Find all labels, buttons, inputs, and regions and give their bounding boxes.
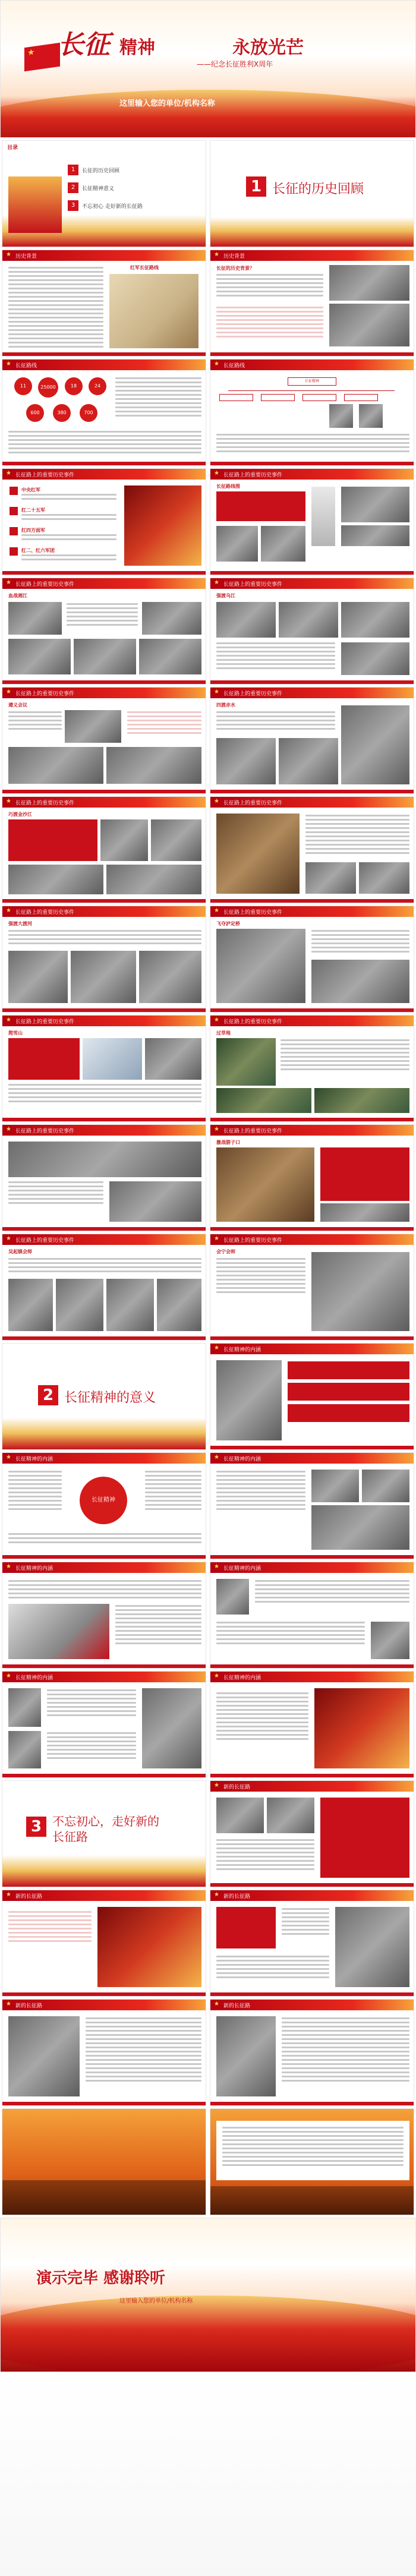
slide-footer <box>2 1008 206 1012</box>
history-background-slide[interactable] <box>2 250 206 357</box>
thanks-slide[interactable] <box>0 2218 416 2372</box>
slide-footer <box>2 1227 206 1231</box>
slide-header: ★ 长征路上的重要历史事件 <box>210 578 414 589</box>
thanks-org: 这里输入您的单位/机构名称 <box>119 2298 193 2304</box>
text-panel <box>288 1404 409 1422</box>
portrait-1 <box>329 404 353 428</box>
slide-header: ★ 长征路线 <box>210 360 414 370</box>
thanks-title: 演示完毕 感谢聆听 <box>36 2269 166 2287</box>
trailing-blank <box>0 2375 416 2576</box>
battle-slide-3[interactable] <box>2 687 206 794</box>
new-road-slide-3[interactable] <box>210 1890 414 1997</box>
photo <box>157 1279 201 1331</box>
slide-footer <box>210 571 414 575</box>
sunset-image <box>97 1907 201 1987</box>
battle-slide-7[interactable] <box>2 906 206 1013</box>
battle-title-1: 血战湘江 <box>8 593 27 598</box>
cover-subtitle: ——纪念长征胜利X周年 <box>197 60 273 68</box>
battle-slide-4[interactable] <box>210 687 414 794</box>
photo <box>8 865 103 894</box>
slide-header: ★ 长征路上的重要历史事件 <box>2 688 206 698</box>
slide-header-label: 长征路上的重要历史事件 <box>15 1128 75 1134</box>
slide-footer <box>210 1774 414 1777</box>
photo <box>305 862 356 894</box>
text-panel <box>288 1361 409 1379</box>
slide-footer <box>210 352 414 356</box>
soldiers-silhouette <box>8 176 62 233</box>
battle-slide-6[interactable] <box>210 796 414 903</box>
section1-number: 1 <box>246 176 266 197</box>
slide-header-label: 长征路上的重要历史事件 <box>223 691 283 697</box>
battle-title-4: 四渡赤水 <box>216 702 235 708</box>
cover-title-script: 长征 <box>58 30 110 60</box>
photo <box>320 1203 409 1222</box>
section1-title: 长征的历史回顾 <box>272 182 364 197</box>
toc-label-2: 长征精神意义 <box>82 186 115 192</box>
photo <box>8 747 103 784</box>
monument-image <box>124 485 201 566</box>
battle-title-3: 遵义会议 <box>8 702 27 708</box>
text-panel <box>8 1038 80 1080</box>
slide-footer <box>210 1446 414 1449</box>
slide-header: ★ 长征路上的重要历史事件 <box>2 578 206 589</box>
stat-circle-1: 11 <box>14 377 32 395</box>
battle-title-14: 会宁会师 <box>216 1249 235 1254</box>
photo <box>71 951 136 1003</box>
slide-header-label: 长征路上的重要历史事件 <box>15 1238 75 1244</box>
photo <box>279 602 338 638</box>
slide-header: ★ 长征精神的内涵 <box>2 1562 206 1573</box>
photo <box>216 2016 276 2096</box>
photo-6 <box>261 526 305 562</box>
slide-header: ★ 长征路上的重要历史事件 <box>210 797 414 808</box>
toc-num-1: 1 <box>68 165 78 175</box>
photo <box>216 1088 311 1113</box>
stat-circle-7: 700 <box>80 404 97 422</box>
slide-header: ★ 新的长征路 <box>2 1890 206 1901</box>
slide-header: ★ 长征路上的重要历史事件 <box>2 1234 206 1245</box>
battle-title-9: 爬雪山 <box>8 1030 23 1036</box>
slide-footer <box>210 899 414 903</box>
slide-header: ★ 长征路上的重要历史事件 <box>2 797 206 808</box>
stats-slide[interactable] <box>2 359 206 466</box>
slide-header: ★ 长征路上的重要历史事件 <box>2 1016 206 1026</box>
battle-slide-10[interactable] <box>210 1015 414 1122</box>
photo-3 <box>341 487 409 522</box>
calligraphy-image <box>8 1604 109 1659</box>
slide-header-label: 长征精神的内涵 <box>15 1675 53 1681</box>
slide-footer <box>210 462 414 465</box>
slide-header-label: 长征路上的重要历史事件 <box>223 1019 283 1025</box>
photo <box>106 747 201 784</box>
sculpture-photo <box>335 1907 409 1987</box>
photo-4 <box>341 525 409 546</box>
slide-header-label: 长征精神的内涵 <box>223 1347 261 1353</box>
slide-header-label: 长征路线 <box>223 363 245 369</box>
soldiers-silhouette <box>2 2180 206 2215</box>
photo <box>341 705 409 784</box>
event-label-1: 中央红军 <box>21 487 40 493</box>
slide-footer <box>2 462 206 465</box>
photo <box>139 951 201 1003</box>
photo <box>74 639 136 674</box>
photo <box>216 602 276 638</box>
battle-title-2: 强渡乌江 <box>216 593 235 598</box>
photo <box>8 602 62 635</box>
slide-footer <box>210 1664 414 1668</box>
slide-footer <box>210 2102 414 2105</box>
slide-footer <box>2 680 206 684</box>
slide-header-label: 长征路线 <box>15 363 37 369</box>
what-happened-slide[interactable] <box>210 250 414 357</box>
flag-icon: ★ <box>24 43 60 71</box>
battle-slide-5[interactable] <box>2 796 206 903</box>
slide-header: ★ 长征路线 <box>2 360 206 370</box>
slide-header: ★ 长征精神的内涵 <box>210 1344 414 1354</box>
slide-header-label: 长征路上的重要历史事件 <box>223 800 283 806</box>
snow-mountain-photo <box>83 1038 142 1080</box>
slide-footer <box>210 1227 414 1231</box>
slide-header: ★ 长征路上的重要历史事件 <box>2 906 206 917</box>
event-bullet-4 <box>10 547 18 556</box>
soldiers-silhouette <box>210 2186 414 2215</box>
quote-red-slide[interactable] <box>210 1671 414 1778</box>
slide-header: ★ 长征精神的内涵 <box>210 1672 414 1682</box>
photo <box>311 960 409 1003</box>
slide-footer <box>210 1883 414 1887</box>
route-map-label: 红军长征路线 <box>130 265 159 270</box>
new-road-slide-2[interactable] <box>2 1890 206 1997</box>
events-list-slide[interactable] <box>2 468 206 575</box>
event-label-3: 红四方面军 <box>21 528 45 533</box>
slide-footer <box>2 352 206 356</box>
cover-title-rest: 精神 <box>119 37 155 58</box>
slide-footer <box>2 1118 206 1121</box>
spirit-photo-slide[interactable] <box>210 1452 414 1559</box>
slide-header-label: 长征路上的重要历史事件 <box>223 910 283 916</box>
leader-portrait-1 <box>216 1579 249 1615</box>
battle-title-5: 巧渡金沙江 <box>8 812 32 817</box>
slide-header-label: 长征精神的内涵 <box>15 1456 53 1462</box>
photo <box>145 1038 201 1080</box>
slide-footer <box>210 1008 414 1012</box>
slide-footer <box>210 680 414 684</box>
slide-header-label: 长征路上的重要历史事件 <box>15 472 75 478</box>
section2-slide[interactable] <box>2 1343 206 1450</box>
toc-label-1: 长征的历史回顾 <box>82 168 120 174</box>
slide-header: ★ 长征路上的重要历史事件 <box>210 469 414 480</box>
leader-portrait-3 <box>8 1688 41 1727</box>
stat-circle-6: 380 <box>53 404 71 422</box>
toc-label-3: 不忘初心 走好新的长征路 <box>82 204 143 210</box>
photo <box>311 1470 359 1502</box>
slide-header-label: 新的长征路 <box>223 2003 251 2009</box>
slide-footer <box>2 571 206 575</box>
section2-number: 2 <box>38 1385 58 1405</box>
photo <box>100 819 148 861</box>
leader-portrait-2 <box>371 1622 409 1659</box>
photo <box>8 2016 80 2096</box>
slide-footer <box>2 1555 206 1559</box>
event-bullet-1 <box>10 487 18 495</box>
cover-org-placeholder: 这里输入您的单位/机构名称 <box>119 99 215 108</box>
event-label-2: 红二十五军 <box>21 507 45 513</box>
photo <box>311 1252 409 1331</box>
photo <box>8 639 71 674</box>
toc-tag: 目录 <box>7 145 18 151</box>
battle-title-13: 吴起镇会师 <box>8 1249 32 1254</box>
slide-header-label: 新的长征路 <box>15 2003 43 2009</box>
grassland-photo <box>216 1038 276 1086</box>
photo <box>8 951 68 1003</box>
tree-node-1 <box>219 394 253 401</box>
slide-header: ★ 长征路上的重要历史事件 <box>210 906 414 917</box>
tree-slide[interactable] <box>210 359 414 466</box>
section1-slide[interactable] <box>210 140 414 247</box>
memorial-tower <box>311 487 335 546</box>
photo-1 <box>329 265 409 301</box>
slide-header: ★ 新的长征路 <box>210 1890 414 1901</box>
painting <box>216 1147 314 1222</box>
battle-slide-9[interactable] <box>2 1015 206 1122</box>
photo <box>341 602 409 638</box>
gold-slide-1[interactable] <box>2 2108 206 2215</box>
photo <box>267 1798 314 1833</box>
gold-slide-2[interactable] <box>210 2108 414 2215</box>
new-road-slide-5[interactable] <box>210 1999 414 2106</box>
text-panel <box>320 1147 409 1201</box>
photo <box>8 1279 53 1331</box>
slide-header: ★ 长征路上的重要历史事件 <box>2 469 206 480</box>
battle-slide-1[interactable] <box>2 578 206 685</box>
painting <box>216 814 300 894</box>
section3-title-line1: 不忘初心，走好新的 <box>52 1814 159 1828</box>
slide-header: ★ 长征路上的重要历史事件 <box>2 1125 206 1136</box>
stat-circle-2: 25000 <box>38 377 58 398</box>
battle-slide-13[interactable] <box>2 1234 206 1341</box>
leaders-slide[interactable] <box>2 1671 206 1778</box>
slide-footer <box>210 1555 414 1559</box>
section2-title: 长征精神的意义 <box>64 1391 156 1405</box>
cover-title-right: 永放光芒 <box>232 37 304 58</box>
slide-header-label: 新的长征路 <box>223 1784 251 1790</box>
event-label-4: 红二、红六军团 <box>21 548 55 553</box>
slide-header-label: 长征精神的内涵 <box>15 1566 53 1572</box>
battle-slide-2[interactable] <box>210 578 414 685</box>
slide-footer <box>210 1336 414 1340</box>
slide-footer <box>2 1992 206 1996</box>
battle-slide-12[interactable] <box>210 1124 414 1231</box>
slide-header: ★ 长征路上的重要历史事件 <box>210 1125 414 1136</box>
red-scene-image <box>314 1688 409 1768</box>
photo <box>8 1142 201 1177</box>
slide-header-label: 长征精神的内涵 <box>223 1675 261 1681</box>
slide-header-label: 历史背景 <box>15 254 37 260</box>
slide-header: ★ 长征精神的内涵 <box>210 1453 414 1464</box>
overview-label: 长征路线图 <box>216 484 240 489</box>
slide-header-label: 长征路上的重要历史事件 <box>223 582 283 588</box>
text-panel <box>8 819 97 861</box>
slide-header: ★ 长征路上的重要历史事件 <box>210 688 414 698</box>
slide-header-label: 长征路上的重要历史事件 <box>15 691 75 697</box>
text-panel <box>216 2121 409 2180</box>
stat-circle-3: 18 <box>65 377 83 395</box>
toc-slide[interactable] <box>2 140 206 247</box>
slide-footer <box>2 1664 206 1668</box>
battle-title-12: 激战腊子口 <box>216 1140 240 1145</box>
slide-header-label: 长征路上的重要历史事件 <box>15 800 75 806</box>
slide-header-label: 长征路上的重要历史事件 <box>15 582 75 588</box>
slide-header: ★ 新的长征路 <box>210 1781 414 1792</box>
slide-header: ★ 长征路上的重要历史事件 <box>210 1016 414 1026</box>
battle-title-8: 飞夺泸定桥 <box>216 921 240 926</box>
slide-header-label: 新的长征路 <box>15 1894 43 1900</box>
statue-photo <box>216 1360 282 1440</box>
section3-title-line2: 长征路 <box>52 1830 88 1844</box>
toc-num-3: 3 <box>68 200 78 211</box>
slide-header-label: 长征路上的重要历史事件 <box>223 1238 283 1244</box>
battle-title-7: 强渡大渡河 <box>8 921 32 926</box>
photo <box>341 642 409 675</box>
photo <box>106 1279 154 1331</box>
slide-header: ★ 长征路上的重要历史事件 <box>210 1234 414 1245</box>
slide-header: ★ 历史背景 <box>2 250 206 261</box>
photo <box>314 1088 409 1113</box>
slide-header-label: 新的长征路 <box>223 1894 251 1900</box>
slide-footer <box>210 1118 414 1121</box>
photo-2 <box>329 304 409 346</box>
photo <box>142 602 201 635</box>
spirit-center-circle: 长征精神 <box>80 1477 127 1524</box>
slide-header-label: 长征路上的重要历史事件 <box>223 1128 283 1134</box>
slide-footer <box>2 2102 206 2105</box>
tree-connector <box>228 390 395 391</box>
leader-portrait-4 <box>8 1731 41 1768</box>
slide-footer <box>2 790 206 793</box>
text-panel <box>288 1383 409 1401</box>
slide-header-label: 长征路上的重要历史事件 <box>15 1019 75 1025</box>
slide-header: ★ 长征精神的内涵 <box>210 1562 414 1573</box>
tree-node-4 <box>344 394 378 401</box>
slide-footer <box>210 1992 414 1996</box>
slide-footer <box>2 899 206 903</box>
speech-photo <box>142 1688 201 1768</box>
slide-header-label: 长征精神的内涵 <box>223 1456 261 1462</box>
photo <box>362 1470 409 1502</box>
stat-circle-4: 24 <box>89 377 106 395</box>
long-march-overview-slide[interactable] <box>210 468 414 575</box>
spirit-diagram-slide[interactable] <box>2 1452 206 1559</box>
battle-title-10: 过草地 <box>216 1030 231 1036</box>
red-ribbon <box>0 2296 416 2372</box>
photo <box>109 1181 201 1222</box>
battle-slide-11[interactable] <box>2 1124 206 1231</box>
new-road-slide-1[interactable] <box>210 1780 414 1887</box>
slide-header: ★ 历史背景 <box>210 250 414 261</box>
slide-footer <box>2 1774 206 1777</box>
battle-slide-8[interactable] <box>210 906 414 1013</box>
tree-root: 长征精神 <box>288 377 336 386</box>
event-bullet-3 <box>10 527 18 535</box>
event-bullet-2 <box>10 507 18 515</box>
photo <box>311 1505 409 1550</box>
tree-node-2 <box>261 394 295 401</box>
calligraphy-slide[interactable] <box>2 1562 206 1669</box>
photo <box>106 865 201 894</box>
photo <box>216 738 276 784</box>
slide-footer <box>2 1336 206 1340</box>
slide-header: ★ 新的长征路 <box>210 2000 414 2010</box>
slide-header: ★ 长征精神的内涵 <box>2 1453 206 1464</box>
toc-num-2: 2 <box>68 182 78 193</box>
photo <box>151 819 201 861</box>
leader-quotes-slide[interactable] <box>210 1562 414 1669</box>
new-road-slide-4[interactable] <box>2 1999 206 2106</box>
photo <box>65 710 121 743</box>
slide-header: ★ 长征精神的内涵 <box>2 1672 206 1682</box>
slide-header-label: 长征路上的重要历史事件 <box>223 472 283 478</box>
photo-5 <box>216 526 258 562</box>
slide-header: ★ 新的长征路 <box>2 2000 206 2010</box>
slide-header-label: 长征精神的内涵 <box>223 1566 261 1572</box>
photo <box>279 738 338 784</box>
route-map-image <box>109 274 198 348</box>
photo <box>139 639 201 674</box>
section3-number: 3 <box>26 1817 46 1837</box>
overview-red-panel <box>216 491 305 521</box>
slide-header-label: 长征路上的重要历史事件 <box>15 910 75 916</box>
slide-header-label: 历史背景 <box>223 254 245 260</box>
photo <box>56 1279 103 1331</box>
battle-slide-14[interactable] <box>210 1234 414 1341</box>
slide-footer <box>210 790 414 793</box>
cover-slide[interactable] <box>0 0 416 138</box>
stat-circle-5: 600 <box>26 404 44 422</box>
text-panel <box>216 1907 276 1948</box>
text-panel <box>320 1798 409 1878</box>
photo <box>216 1798 264 1833</box>
section3-slide[interactable] <box>2 1780 206 1887</box>
photo <box>216 929 305 1003</box>
question-label: 长征的历史背景？ <box>216 266 254 271</box>
portrait-2 <box>359 404 383 428</box>
tree-node-3 <box>302 394 336 401</box>
photo <box>359 862 409 894</box>
spirit-intro-slide[interactable] <box>210 1343 414 1450</box>
